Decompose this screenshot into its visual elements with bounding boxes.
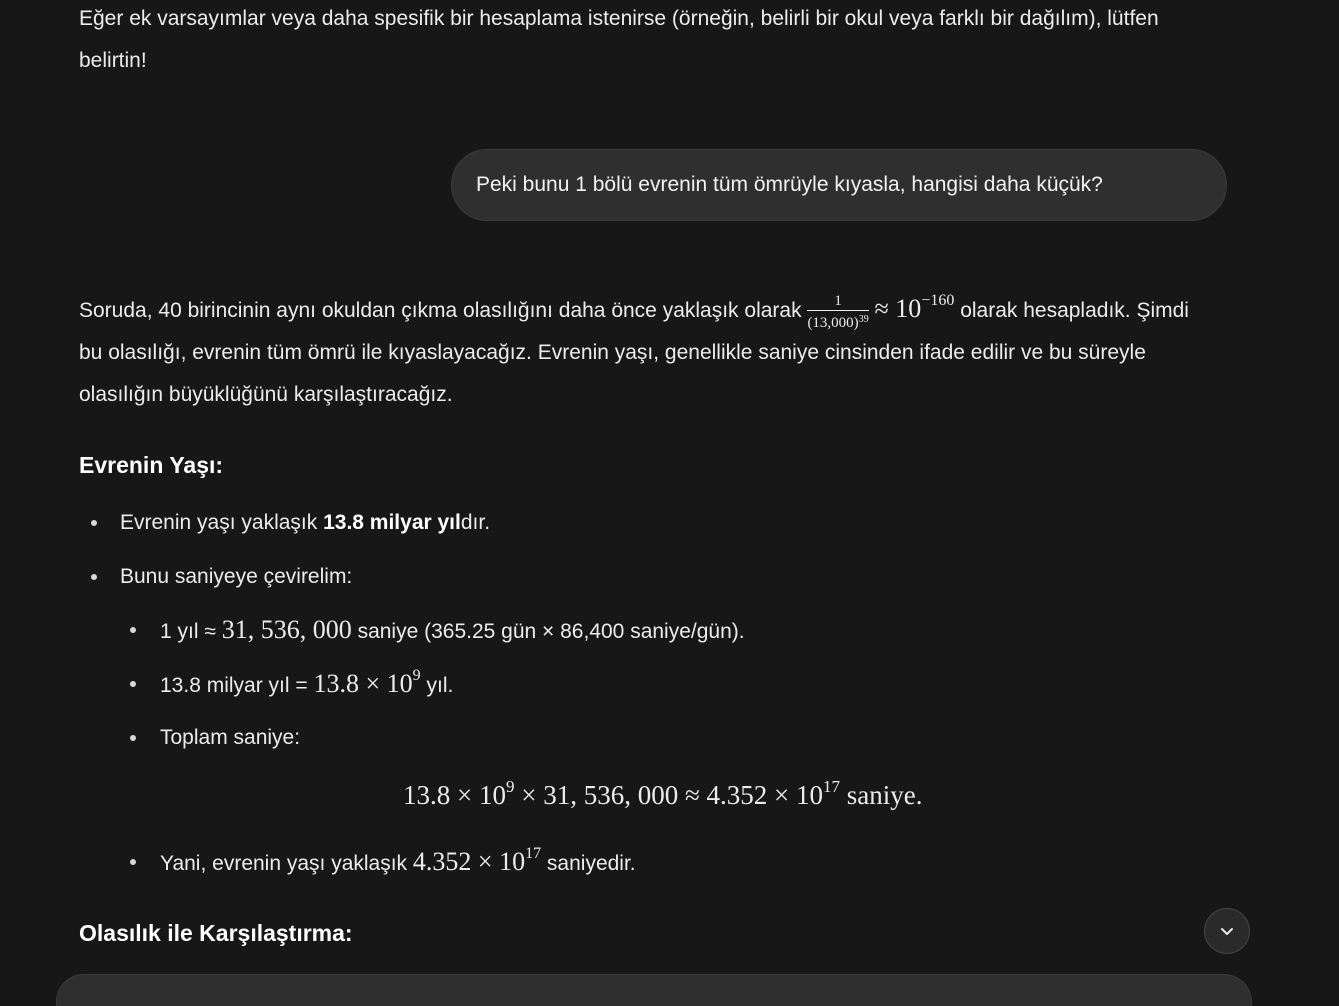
bullet-text: Toplam saniye: — [160, 726, 301, 749]
bullet-text: Bunu saniyeye çevirelim: — [120, 565, 353, 588]
denominator-exponent: 39 — [858, 314, 869, 325]
section-heading-universe-age: Evrenin Yaşı: — [79, 452, 224, 478]
math-exponent: 9 — [412, 667, 421, 684]
previous-answer-text: Eğer ek varsayımlar veya daha spesifik bir hesaplama istenirse (örneğin, belirli bir okul veya farklı bir dağılım), lütfen belirtin! — [79, 7, 1159, 72]
sub-list-item — [160, 615, 745, 647]
bullet-bold: 13.8 milyar yıl — [323, 511, 461, 534]
bullet-text: 13.8 milyar yıl = — [160, 674, 308, 697]
bullet-suffix: yıl. — [426, 674, 454, 697]
bullet-text: Yani, evrenin yaşı yaklaşık — [160, 852, 408, 875]
intro-before: Soruda, 40 birincinin aynı okuldan çıkma olasılığını daha önce yaklaşık olarak — [79, 299, 802, 322]
approx-exponent: −160 — [921, 292, 955, 309]
denominator-base: (13,000) — [807, 315, 859, 331]
approx-math — [875, 294, 955, 323]
eq-exp-b: 17 — [823, 777, 841, 796]
inline-math — [313, 669, 420, 698]
intro-after: olarak hesapladık. Şimdi bu olasılığı, evrenin tüm ömrü ile kıyaslayacağız. Evrenin yaşı, genellikle saniye cinsinden ifade edilir ve bu süreyle olasılığın büyüklüğünü karşılaştıracağız. — [79, 299, 1189, 406]
list-item — [120, 562, 352, 592]
display-equation — [403, 777, 923, 811]
fraction-numerator: 1 — [807, 292, 868, 311]
inline-math — [413, 847, 541, 876]
user-message-text: Peki bunu 1 bölü evrenin tüm ömrüyle kıyasla, hangisi daha küçük? — [476, 173, 1103, 196]
bullet-suffix: saniye (365.25 gün × 86,400 saniye/gün). — [357, 620, 745, 643]
probability-fraction — [807, 292, 868, 332]
bullet-suffix: dır. — [460, 511, 491, 534]
user-message-bubble — [451, 149, 1227, 221]
sub-list-item — [160, 669, 453, 701]
eq-part-b: × 31, 536, 000 ≈ 4.352 × 10 — [521, 780, 824, 810]
eq-part-c: saniye. — [846, 780, 923, 810]
scroll-to-bottom-button[interactable] — [1204, 908, 1250, 954]
sub-list-item — [160, 723, 300, 753]
bullet-suffix: saniyedir. — [546, 852, 636, 875]
math-base: 13.8 × 10 — [313, 669, 413, 698]
list-item — [120, 508, 490, 538]
message-composer[interactable] — [56, 974, 1252, 1006]
section-heading-comparison: Olasılık ile Karşılaştırma: — [79, 920, 353, 946]
bullet-text: Evrenin yaşı yaklaşık — [120, 511, 318, 534]
math-base: 4.352 × 10 — [412, 847, 526, 876]
math-exponent: 17 — [525, 845, 542, 862]
inline-math: 31, 536, 000 — [221, 615, 352, 644]
sub-list-item — [160, 847, 636, 879]
eq-exp-a: 9 — [505, 777, 515, 796]
chevron-down-icon — [1217, 921, 1237, 941]
bullet-text: 1 yıl ≈ — [160, 620, 216, 643]
answer-intro-paragraph — [79, 288, 1209, 416]
fraction-denominator — [807, 311, 868, 332]
approx-base: ≈ 10 — [874, 294, 922, 323]
eq-part-a: 13.8 × 10 — [403, 780, 506, 810]
